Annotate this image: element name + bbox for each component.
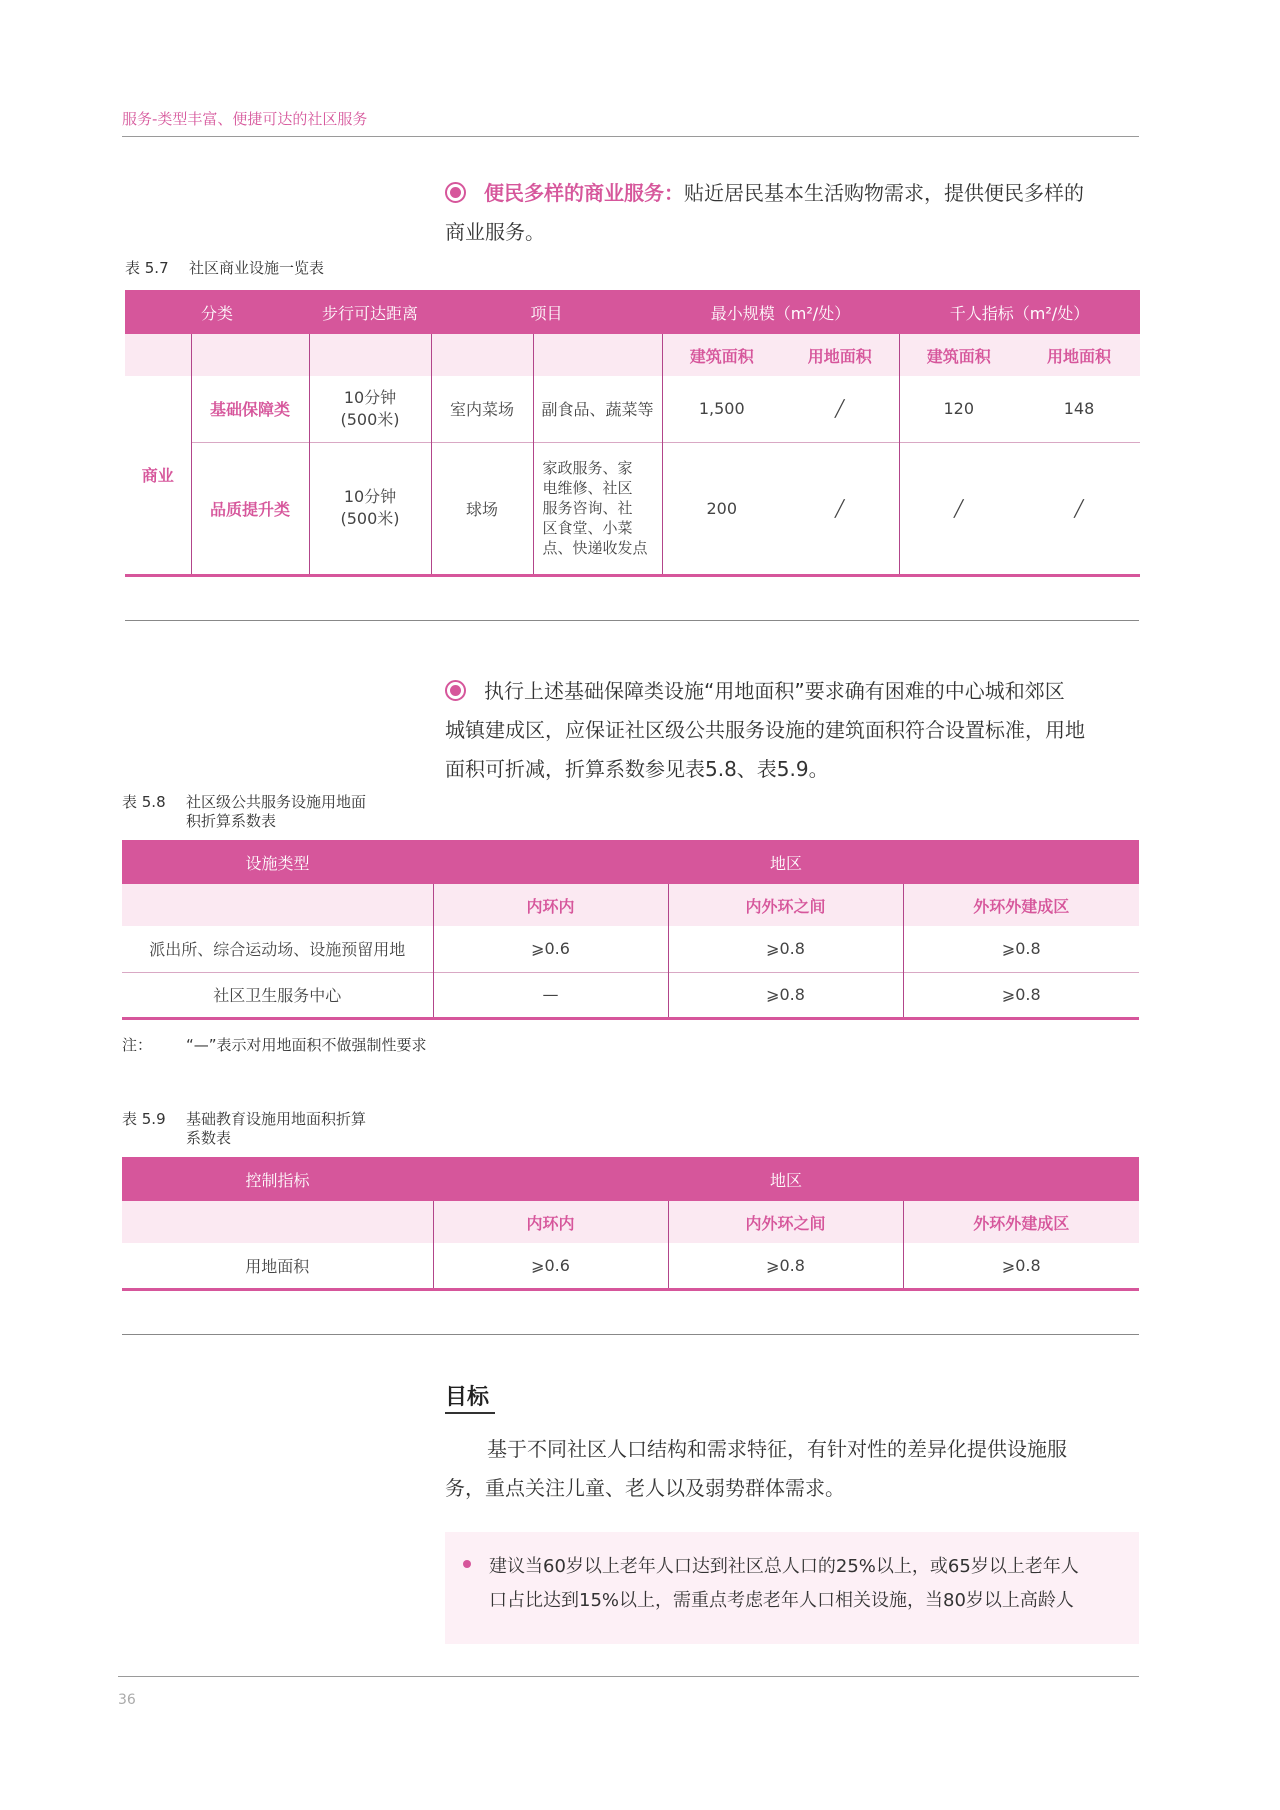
table-note: 注： “—”表示对用地面积不做强制性要求: [122, 1036, 427, 1054]
row-type: 基础保障类: [191, 376, 309, 442]
ring-bullet-icon: [445, 182, 466, 203]
section-divider: [122, 1334, 1139, 1335]
table-5-8: [122, 840, 1139, 1020]
subheader-min-land: 用地面积: [781, 334, 899, 376]
section-text-line1: 贴近居民基本生活购物需求，提供便民多样的: [684, 181, 1084, 205]
header-per-thousand: 千人指标（m²/处）: [899, 290, 1140, 334]
header-min-scale: 最小规模（m²/处）: [662, 290, 899, 334]
row-min-land: ╱: [834, 399, 845, 419]
row-distance: 10分钟 (500米): [309, 442, 431, 575]
goal-paragraph: 基于不同社区人口结构和需求特征，有针对性的差异化提供设施服 务，重点关注儿童、老人以及弱势群体需求。: [445, 1437, 1067, 1500]
page-number: 36: [118, 1692, 136, 1708]
subheader-inner-ring: 内环内: [433, 884, 668, 926]
table-5-9: [122, 1157, 1139, 1291]
table-row: [125, 442, 1140, 575]
table-5-7-caption: 表 5.7 社区商业设施一览表: [125, 259, 325, 277]
table-row: [122, 926, 1139, 972]
callout-box: 建议当60岁以上老年人口达到社区总人口的25%以上，或65岁以上老年人 口占比达到15%以上，需重点考虑老年人口相关设施，当80岁以上高龄人: [445, 1532, 1139, 1644]
row-k-land: 148: [1063, 399, 1095, 419]
subheader-outer-ring: 外环外建成区: [903, 1201, 1139, 1243]
row-min-build: 200: [662, 442, 781, 575]
table-row: [125, 376, 1140, 442]
row-value: ⩾0.8: [668, 1243, 903, 1289]
subheader-inner-ring: 内环内: [433, 1201, 668, 1243]
row-k-land: ╱: [1018, 442, 1140, 575]
row-facility: 社区卫生服务中心: [122, 972, 433, 1018]
row-index: 用地面积: [122, 1243, 433, 1289]
row-min-land: ╱: [781, 442, 899, 575]
section-title: 便民多样的商业服务：: [484, 181, 684, 205]
row-distance: 10分钟 (500米): [309, 376, 431, 442]
subheader-min-build: 建筑面积: [662, 334, 781, 376]
header-facility-type: 设施类型: [122, 840, 433, 884]
header-control-index: 控制指标: [122, 1157, 433, 1201]
bullet-dot-icon: [463, 1560, 471, 1568]
header-distance: 步行可达距离: [309, 290, 431, 334]
row-value: ⩾0.8: [668, 972, 903, 1018]
header-category: 分类: [125, 290, 309, 334]
table-5-7: [125, 290, 1140, 577]
subheader-k-build: 建筑面积: [899, 334, 1018, 376]
row-type: 品质提升类: [191, 442, 309, 575]
header-rule: [122, 136, 1139, 137]
header-region: 地区: [433, 840, 1139, 884]
row-items: 家政服务、家 电维修、社区 服务咨询、社 区食堂、小菜 点、快递收发点: [533, 442, 662, 575]
footer-rule: [118, 1676, 1139, 1677]
row-place: 室内菜场: [431, 376, 533, 442]
row-value: ⩾0.6: [433, 926, 668, 972]
row-facility: 派出所、综合运动场、设施预留用地: [149, 940, 406, 960]
subheader-k-land: 用地面积: [1018, 334, 1140, 376]
section-text-line2: 商业服务。: [445, 220, 545, 244]
section-divider: [125, 620, 1139, 621]
row-value: —: [433, 972, 668, 1018]
group-label: 商业: [125, 376, 191, 575]
running-head: 服务-类型丰富、便捷可达的社区服务: [122, 110, 368, 128]
subheader-between-rings: 内外环之间: [668, 1201, 903, 1243]
subheader-outer-ring: 外环外建成区: [903, 884, 1139, 926]
header-items: 项目: [431, 290, 662, 334]
table-row: [122, 1243, 1139, 1289]
row-value: ⩾0.8: [903, 972, 1139, 1018]
row-place: 球场: [431, 442, 533, 575]
table-row: [122, 972, 1139, 1018]
row-value: ⩾0.8: [903, 1243, 1139, 1289]
section-reduction-paragraph: 执行上述基础保障类设施“用地面积”要求确有困难的中心城和郊区 城镇建成区，应保证社区级公共服务设施的建筑面积符合设置标准，用地 面积可折减，折算系数参见表5.8、表5.9。: [445, 679, 1085, 781]
row-items: 副食品、蔬菜等: [533, 376, 662, 442]
row-value: ⩾0.6: [433, 1243, 668, 1289]
goal-heading: 目标: [445, 1385, 490, 1410]
row-value: ⩾0.8: [668, 926, 903, 972]
row-k-build: ╱: [899, 442, 1018, 575]
subheader-between-rings: 内外环之间: [668, 884, 903, 926]
ring-bullet-icon: [445, 680, 466, 701]
section-commerce-paragraph: [445, 174, 1139, 252]
table-5-8-caption: 表 5.8 社区级公共服务设施用地面 积折算系数表: [122, 793, 367, 830]
goal-heading-underline: [445, 1412, 495, 1414]
row-value: ⩾0.8: [903, 926, 1139, 972]
header-region: 地区: [433, 1157, 1139, 1201]
row-k-build: 120: [899, 376, 1018, 442]
row-min-build: 1,500: [662, 376, 781, 442]
table-5-9-caption: 表 5.9 基础教育设施用地面积折算 系数表: [122, 1110, 367, 1147]
